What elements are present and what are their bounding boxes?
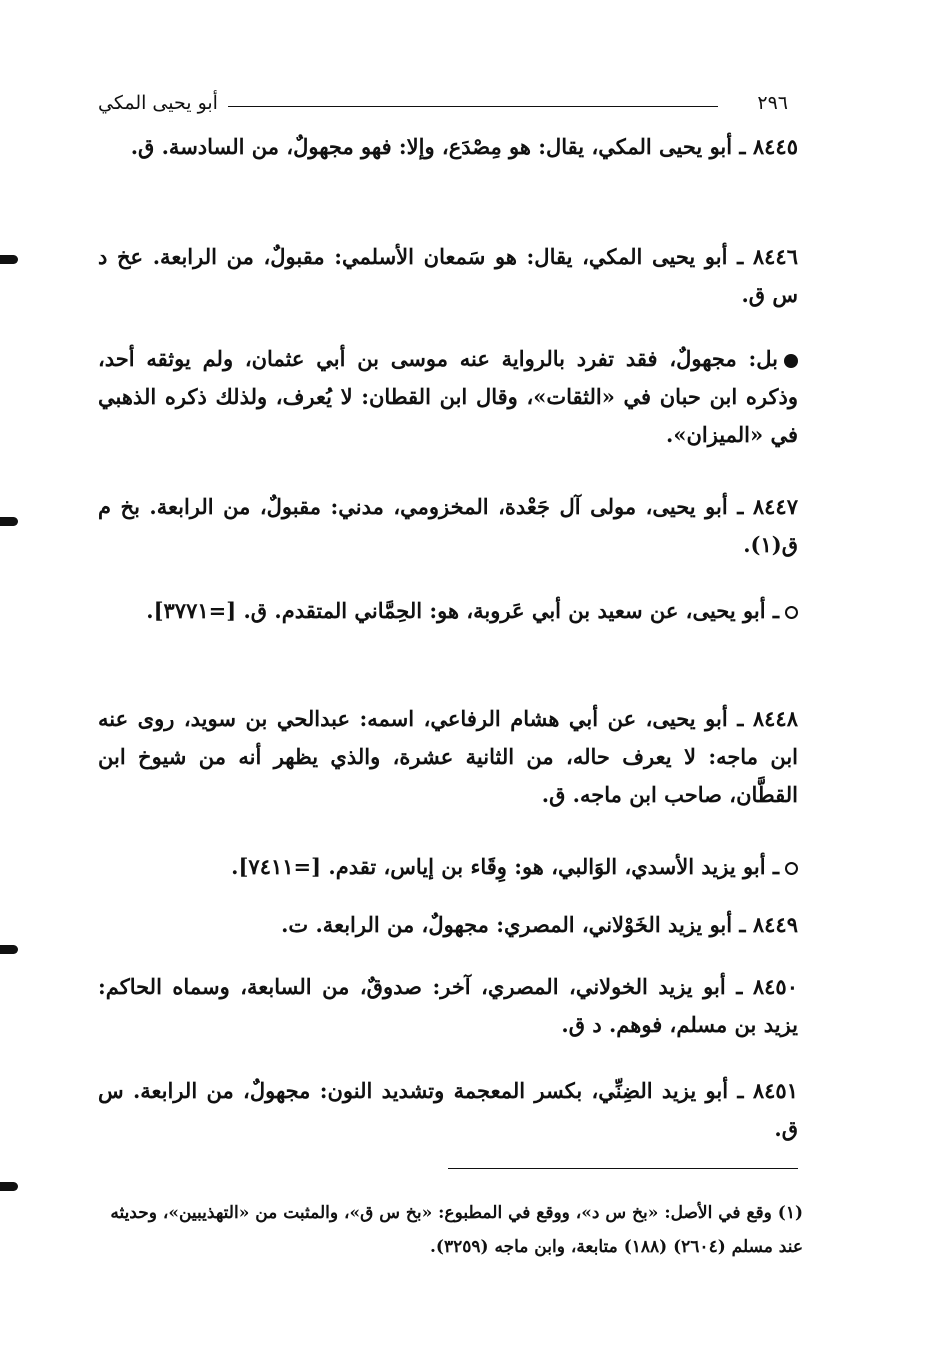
commentary-note	[98, 340, 798, 454]
entry-text: ٨٤٥١ ـ أبو يزيد الضِنِّي، بكسر المعجمة وتشديد النون: مجهولٌ، من الرابعة. س ق.	[98, 1078, 798, 1141]
entry-8450	[98, 968, 798, 1044]
entry-text: ٨٤٤٥ ـ أبو يحيى المكي، يقال: هو مِصْدَع، وإلا: فهو مجهولٌ، من السادسة. ق.	[130, 134, 798, 159]
margin-edge-mark	[0, 945, 18, 954]
footnote	[98, 1196, 803, 1264]
entry-text: ـ أبو يزيد الأسدي، الوَالبي، هو: وِقَاء بن إياس، تقدم. [=٧٤١١].	[231, 854, 779, 879]
entry-8445	[98, 128, 798, 166]
entry-text: ٨٤٤٦ ـ أبو يحيى المكي، يقال: هو سَمعان الأسلمي: مقبولٌ، من الرابعة. عخ د س ق.	[98, 244, 798, 307]
page-header	[98, 92, 788, 118]
open-circle-icon	[785, 606, 798, 619]
entry-text: ٨٤٤٨ ـ أبو يحيى، عن أبي هشام الرفاعي، اسمه: عبدالحي بن سويد، روى عنه ابن ماجه: لا يعرف حاله، من الثانية عشرة، والذي يظهر أنه من شيوخ ابن القطَّان، صاحب ابن ماجه. ق.	[98, 706, 798, 807]
entry-8449	[98, 906, 798, 944]
entry-text: ٨٤٤٧ ـ أبو يحيى، مولى آل جَعْدة، المخزومي، مدني: مقبولٌ، من الرابعة. بخ م ق(١).	[98, 494, 798, 557]
header-rule	[228, 106, 718, 107]
margin-edge-mark	[0, 517, 18, 526]
open-circle-icon	[785, 862, 798, 875]
footnote-text: (١) وقع في الأصل: «بخ س د»، ووقع في المطبوع: «بخ س ق»، والمثبت من «التهذيبين»، وحديثه عند مسلم (٢٦٠٤) (١٨٨) متابعة، وابن ماجه (٣٢٥٩).	[110, 1203, 803, 1257]
margin-edge-mark	[0, 1182, 18, 1191]
entry-text: بل: مجهولٌ، فقد تفرد بالرواية عنه موسى بن أبي عثمان، ولم يوثقه أحد، وذكره ابن حبان في «الثقات»، وقال ابن القطان: لا يُعرف، ولذلك ذكره الذهبي في «الميزان».	[98, 346, 798, 447]
cross-reference	[98, 592, 798, 630]
entry-8451	[98, 1072, 798, 1148]
margin-edge-mark	[0, 255, 18, 264]
bullet-dot-icon	[784, 354, 798, 368]
footnote-rule	[448, 1168, 798, 1169]
entry-text: ـ أبو يحيى، عن سعيد بن أبي عَروبة، هو: الحِمَّاني المتقدم. ق. [=٣٧٧١].	[146, 598, 779, 623]
entry-8447	[98, 488, 798, 564]
entry-8448	[98, 700, 798, 814]
running-title: أبو يحيى المكي	[98, 92, 218, 114]
page-number: ٢٩٦	[757, 92, 788, 114]
entry-8446	[98, 238, 798, 314]
entry-text: ٨٤٤٩ ـ أبو يزيد الخَوْلاني، المصري: مجهولٌ، من الرابعة. ت.	[281, 912, 798, 937]
entry-text: ٨٤٥٠ ـ أبو يزيد الخولاني، المصري، آخر: صدوقٌ، من السابعة، وسماه الحاكم: يزيد بن مسلم، فوهم. د ق.	[98, 974, 798, 1037]
cross-reference	[98, 848, 798, 886]
